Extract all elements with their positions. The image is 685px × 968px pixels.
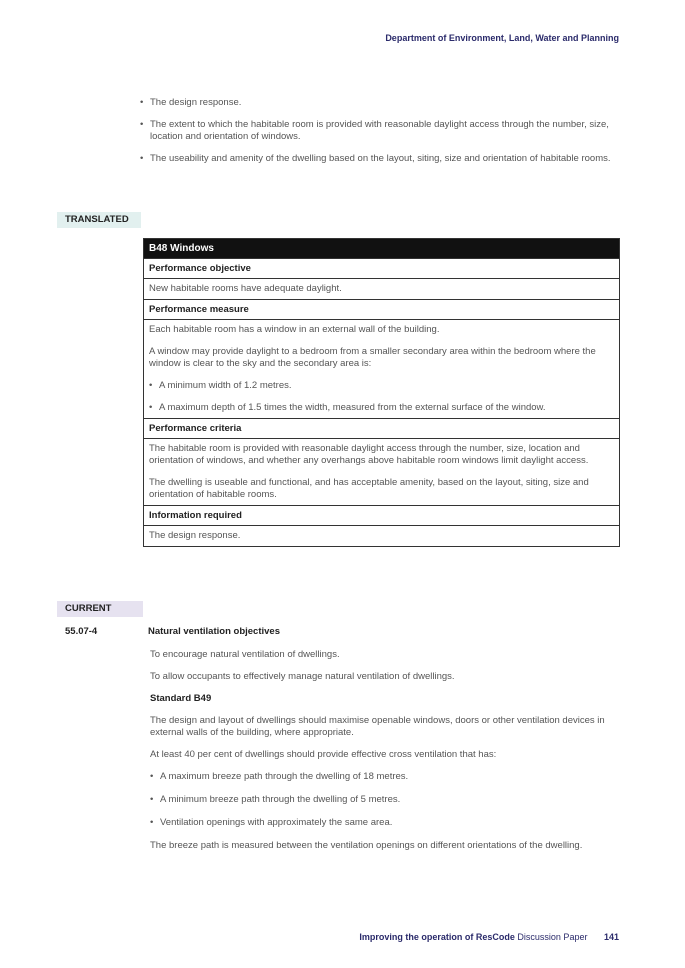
table-title: B48 Windows bbox=[144, 239, 619, 258]
footer-doc-title: Improving the operation of ResCode bbox=[359, 932, 515, 942]
info-heading: Information required bbox=[144, 505, 619, 525]
list-item: • A maximum depth of 1.5 times the width, measured from the external surface of the window. bbox=[149, 402, 611, 414]
objective-heading: Performance objective bbox=[144, 258, 619, 278]
objective-body bbox=[144, 278, 619, 299]
measure-paragraph: Each habitable room has a window in an external wall of the building. bbox=[149, 324, 440, 335]
list-item: • A maximum breeze path through the dwelling of 18 metres. bbox=[150, 771, 618, 783]
criteria-paragraph: The habitable room is provided with reasonable daylight access through the number, size, location and orientation of windows, and whether any overhangs above habitable room windows limit daylight access. bbox=[149, 443, 589, 466]
page-footer bbox=[359, 932, 619, 942]
standard-paragraph: The design and layout of dwellings should maximise openable windows, doors or other ventilation devices in external walls of the building, where appropriate. bbox=[150, 715, 605, 738]
standard-paragraph: At least 40 per cent of dwellings should provide effective cross ventilation that has: bbox=[150, 749, 497, 760]
criteria-paragraph: The dwelling is useable and functional, and has acceptable amenity, based on the layout, siting, size and orientation of habitable rooms. bbox=[149, 477, 589, 500]
page-number: 141 bbox=[603, 932, 619, 942]
objective-paragraph: To allow occupants to effectively manage natural ventilation of dwellings. bbox=[150, 671, 455, 682]
measure-bullet-list bbox=[149, 380, 611, 414]
translated-tag: TRANSLATED bbox=[57, 212, 141, 228]
standard-bullet-list bbox=[150, 771, 618, 829]
criteria-heading: Performance criteria bbox=[144, 418, 619, 438]
criteria-body bbox=[144, 438, 619, 505]
intro-bullet-list bbox=[140, 97, 620, 175]
measure-heading: Performance measure bbox=[144, 299, 619, 319]
info-body bbox=[144, 525, 619, 546]
measure-paragraph: A window may provide daylight to a bedroom from a smaller secondary area within the bedroom where the window is clear to the sky and the secondary area is: bbox=[149, 346, 596, 369]
clause-body bbox=[148, 649, 618, 852]
standard-heading: Standard B49 bbox=[150, 693, 212, 704]
clause-title: Natural ventilation objectives bbox=[148, 626, 280, 637]
list-item: • The extent to which the habitable room is provided with reasonable daylight access through the number, size, location and orientation of windows. bbox=[140, 119, 620, 143]
info-text: The design response. bbox=[149, 530, 241, 541]
clause-number: 55.07-4 bbox=[65, 626, 98, 637]
objective-text: New habitable rooms have adequate daylight. bbox=[149, 283, 342, 294]
measure-body bbox=[144, 319, 619, 418]
clause-section bbox=[148, 626, 618, 862]
list-item: • A minimum width of 1.2 metres. bbox=[149, 380, 611, 392]
current-tag: CURRENT bbox=[57, 601, 143, 617]
list-item: • The useability and amenity of the dwelling based on the layout, siting, size and orientation of habitable rooms. bbox=[140, 153, 620, 165]
header-department: Department of Environment, Land, Water and Planning bbox=[385, 33, 619, 43]
standard-paragraph: The breeze path is measured between the ventilation openings on different orientations of the dwelling. bbox=[150, 840, 583, 851]
footer-doc-subtitle: Discussion Paper bbox=[517, 932, 588, 942]
list-item: • A minimum breeze path through the dwelling of 5 metres. bbox=[150, 794, 618, 806]
standard-b48-table bbox=[143, 238, 620, 547]
objective-paragraph: To encourage natural ventilation of dwellings. bbox=[150, 649, 340, 660]
list-item: • The design response. bbox=[140, 97, 620, 109]
list-item: • Ventilation openings with approximately the same area. bbox=[150, 817, 618, 829]
